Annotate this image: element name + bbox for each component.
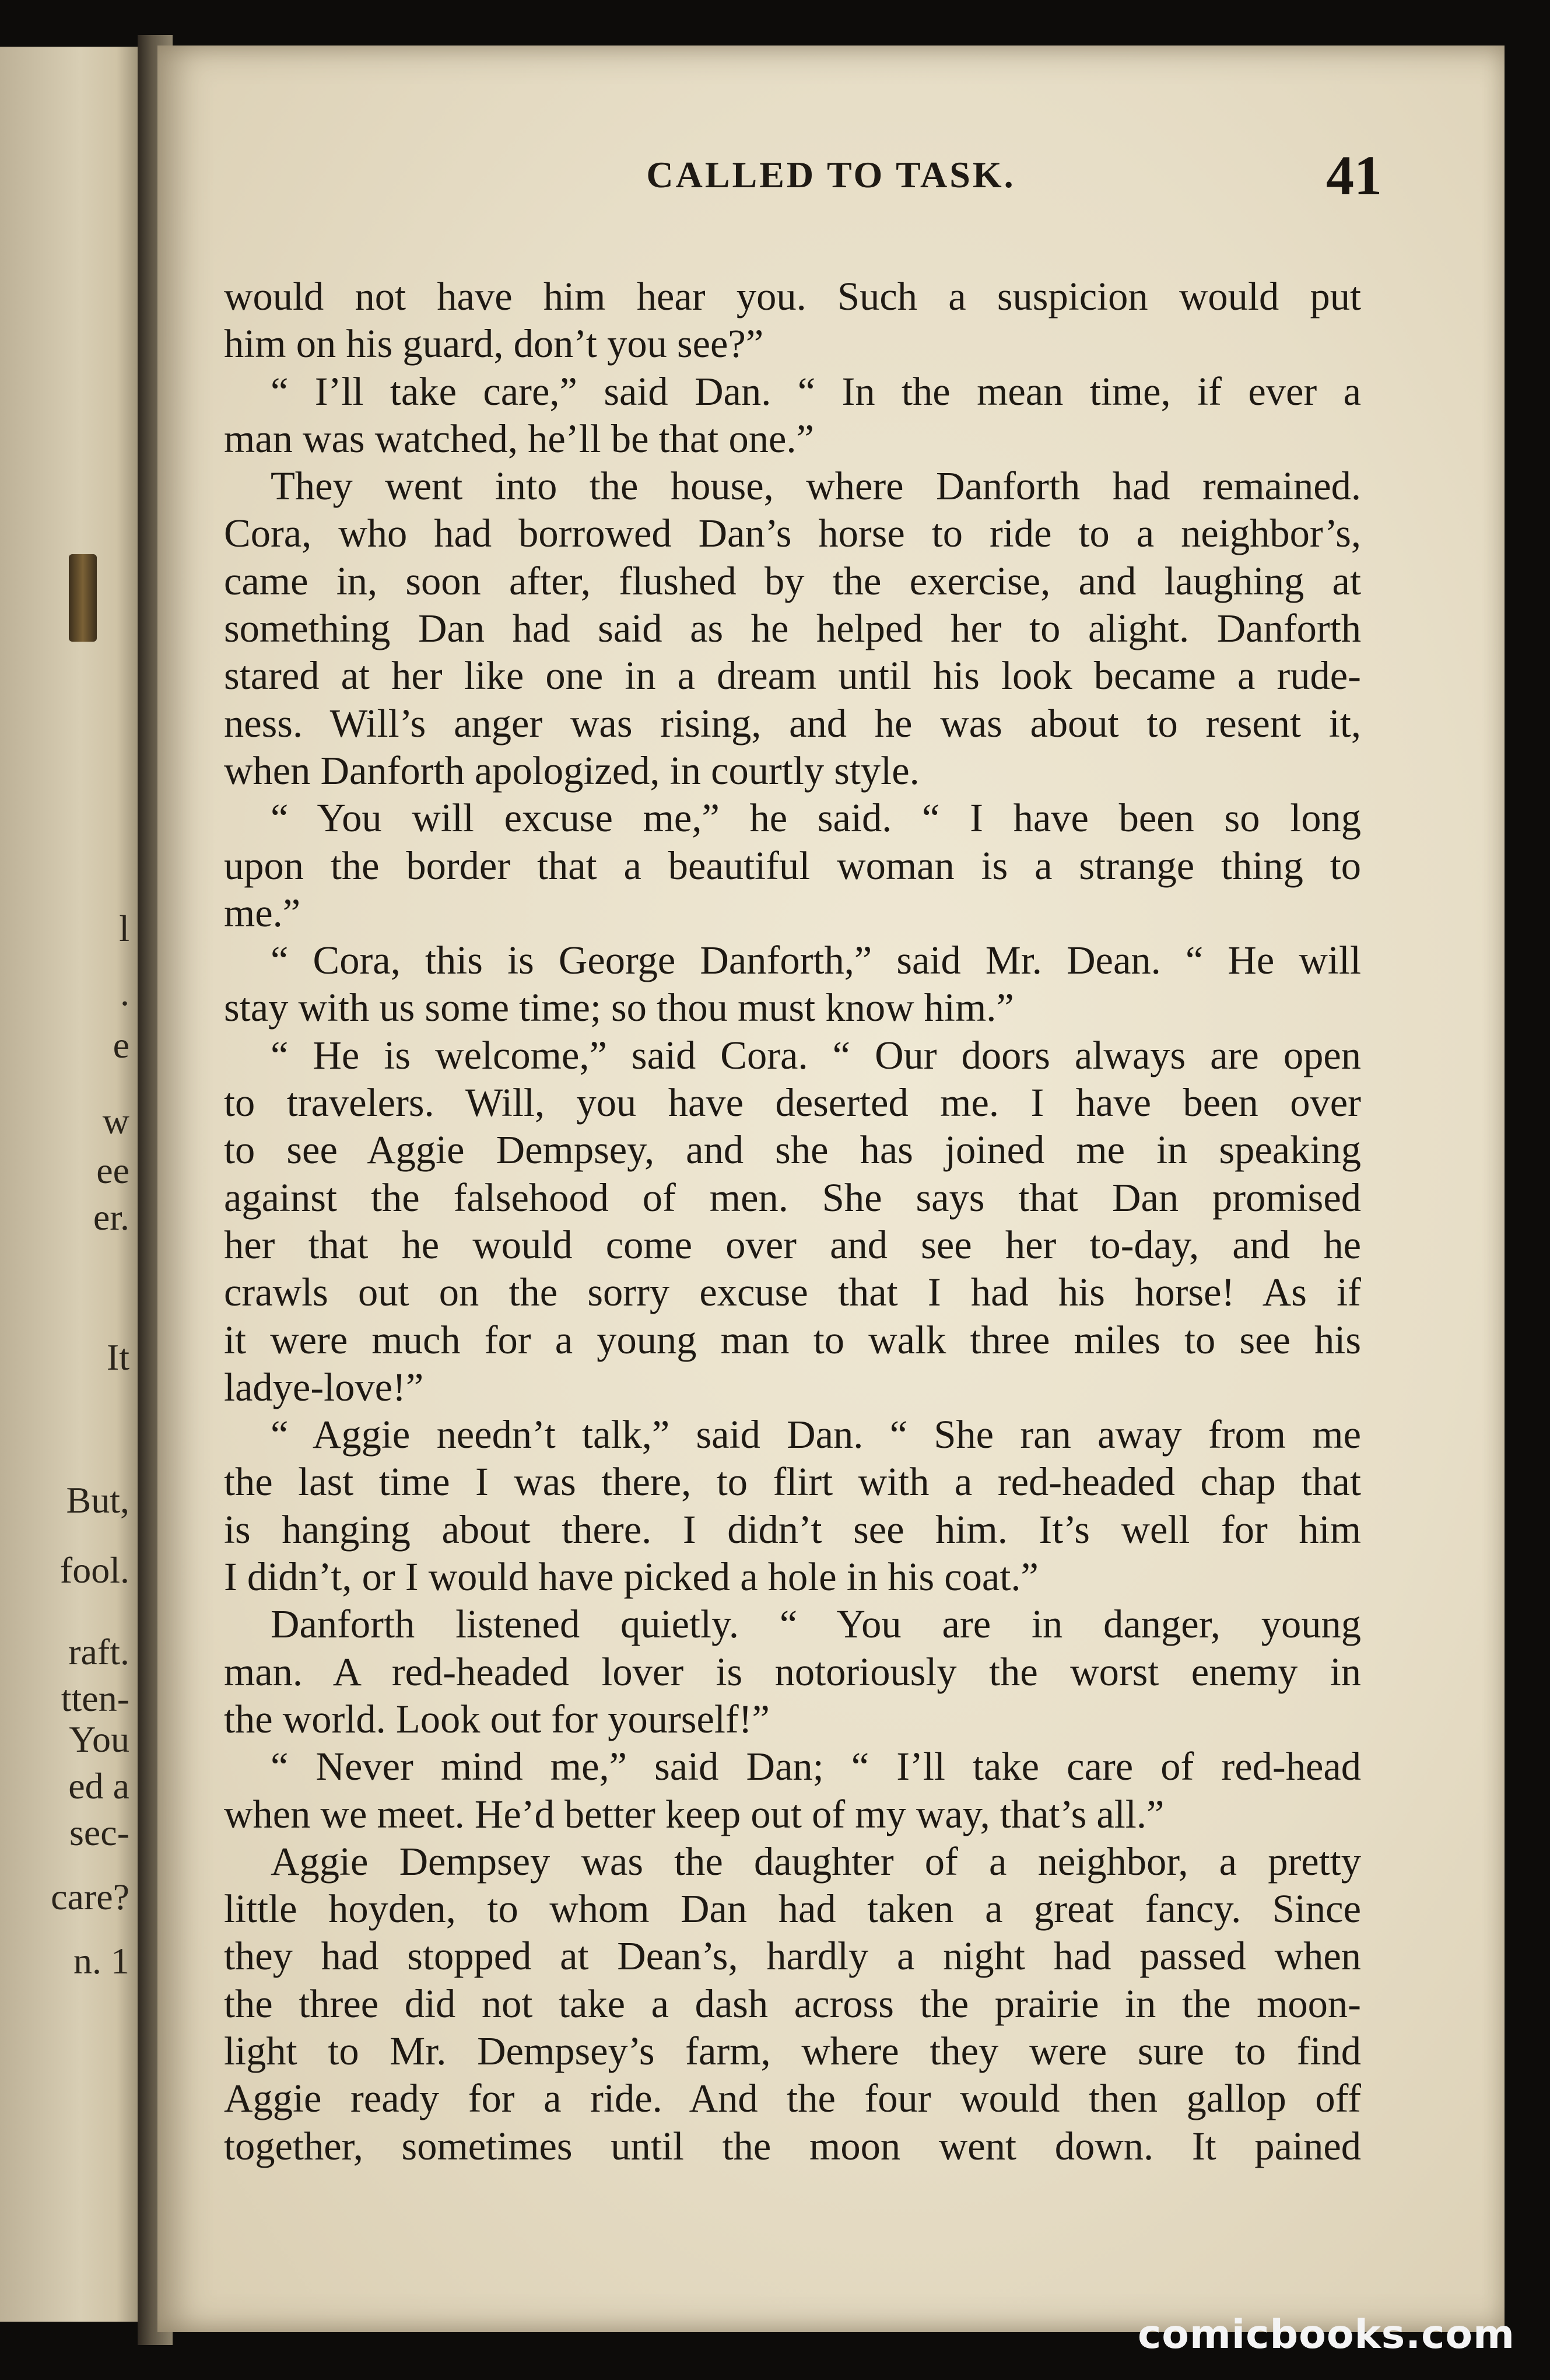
left-page-fragment: l <box>119 908 129 949</box>
left-page-fragment: But, <box>66 1479 129 1521</box>
left-page-fragment: . <box>120 972 129 1013</box>
text-line: when we meet. He’d better keep out of my way, that’s all.” <box>224 1791 1165 1836</box>
text-line: me.” <box>224 890 301 935</box>
body-text <box>224 273 1361 2170</box>
left-page-fragment: n. 1 <box>73 1940 129 1982</box>
text-line: to travelers. Will, you have deserted me. I have been over <box>224 1080 1361 1125</box>
text-line: I didn’t, or I would have picked a hole in his coat.” <box>224 1555 1039 1600</box>
text-line: “ Aggie needn’t talk,” said Dan. “ She ran away from me <box>271 1412 1361 1457</box>
text-line: something Dan had said as he helped her to alight. Danforth <box>224 606 1361 651</box>
text-line: would not have him hear you. Such a suspicion would put <box>224 274 1361 318</box>
previous-page-edge <box>0 47 146 2322</box>
text-line: Cora, who had borrowed Dan’s horse to ride to a neighbor’s, <box>224 511 1361 556</box>
left-page-fragment: raft. <box>68 1631 129 1672</box>
text-line: came in, soon after, flushed by the exercise, and laughing at <box>224 558 1361 603</box>
binding-stitch <box>69 554 97 642</box>
text-line: Aggie Dempsey was the daughter of a neighbor, a pretty <box>271 1839 1361 1884</box>
text-line: it were much for a young man to walk three miles to see his <box>224 1317 1361 1362</box>
text-line: crawls out on the sorry excuse that I had his horse! As if <box>224 1270 1361 1315</box>
left-page-fragment: ed a <box>68 1765 129 1807</box>
text-line: They went into the house, where Danforth had remained. <box>271 464 1361 509</box>
page-header <box>157 144 1505 218</box>
text-line: Danforth listened quietly. “ You are in danger, young <box>271 1602 1361 1647</box>
text-line: stared at her like one in a dream until his look became a rude- <box>224 653 1361 698</box>
left-page-fragment: w <box>102 1100 129 1142</box>
text-line: ladye-love!” <box>224 1364 424 1409</box>
left-page-fragment: fool. <box>59 1549 129 1591</box>
text-line: against the falsehood of men. She says that Dan promised <box>224 1175 1361 1220</box>
text-line: to see Aggie Dempsey, and she has joined me in speaking <box>224 1128 1361 1172</box>
text-line: the world. Look out for yourself!” <box>224 1696 770 1741</box>
text-line: her that he would come over and see her to-day, and he <box>224 1222 1361 1267</box>
left-page-fragment: care? <box>51 1876 129 1917</box>
watermark: comicbooks.com <box>1137 2312 1515 2358</box>
text-line: “ I’ll take care,” said Dan. “ In the mean time, if ever a <box>271 369 1361 414</box>
book-page <box>157 46 1505 2332</box>
left-page-fragment: er. <box>93 1196 129 1238</box>
left-page-fragment: sec- <box>69 1812 129 1853</box>
text-line: “ You will excuse me,” he said. “ I have been so long <box>271 796 1361 841</box>
left-page-fragment: tten- <box>61 1678 129 1719</box>
page-number: 41 <box>1326 144 1382 206</box>
left-page-fragment: It <box>106 1336 129 1378</box>
text-line: they had stopped at Dean’s, hardly a night had passed when <box>224 1934 1361 1979</box>
text-line: the last time I was there, to flirt with a red-headed chap that <box>224 1460 1361 1504</box>
text-line: “ Never mind me,” said Dan; “ I’ll take care of red-head <box>271 1744 1361 1789</box>
text-line: is hanging about there. I didn’t see him. It’s well for him <box>224 1507 1361 1552</box>
left-page-fragment: e <box>113 1024 129 1066</box>
text-line: together, sometimes until the moon went down. It pained <box>224 2123 1361 2168</box>
text-line: stay with us some time; so thou must know him.” <box>224 985 1014 1030</box>
text-line: ness. Will’s anger was rising, and he was about to resent it, <box>224 701 1361 746</box>
text-line: man. A red-headed lover is notoriously the worst enemy in <box>224 1649 1361 1694</box>
text-line: “ He is welcome,” said Cora. “ Our doors always are open <box>271 1032 1361 1077</box>
text-line: when Danforth apologized, in courtly style. <box>224 748 920 793</box>
left-page-fragment: ee <box>96 1150 129 1191</box>
text-line: little hoyden, to whom Dan had taken a great fancy. Since <box>224 1887 1361 1931</box>
text-line: light to Mr. Dempsey’s farm, where they were sure to find <box>224 2028 1361 2073</box>
text-line: man was watched, he’ll be that one.” <box>224 416 814 461</box>
text-line: “ Cora, this is George Danforth,” said Mr. Dean. “ He will <box>271 938 1361 983</box>
text-line: Aggie ready for a ride. And the four would then gallop off <box>224 2076 1361 2121</box>
text-line: him on his guard, don’t you see?” <box>224 321 764 366</box>
running-head: CALLED TO TASK. <box>646 154 1016 195</box>
text-line: the three did not take a dash across the prairie in the moon- <box>224 1981 1361 2026</box>
left-page-fragment: You <box>69 1718 129 1760</box>
text-line: upon the border that a beautiful woman is a strange thing to <box>224 843 1361 888</box>
